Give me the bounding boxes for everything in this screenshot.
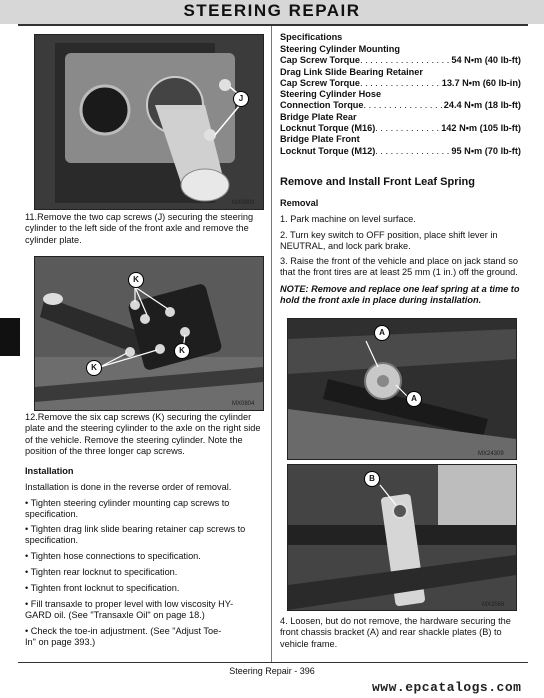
spec-4-line1: Bridge Plate Rear — [280, 111, 357, 122]
photo1-id: MX0803 — [232, 200, 255, 206]
photo2-id: MX0804 — [232, 401, 255, 407]
callout-b: B — [364, 471, 380, 487]
page-title: STEERING REPAIR — [183, 1, 361, 20]
callout-k-top: K — [128, 272, 144, 288]
spec-3: Connection Torque . . . 24.4 N•m (18 lb-ft) — [280, 100, 521, 111]
header-rule — [18, 24, 528, 26]
photo2-illustration — [35, 257, 263, 410]
column-divider — [271, 26, 272, 662]
section-tab — [0, 318, 20, 356]
footer-rule — [18, 662, 528, 663]
spec-5-line1: Bridge Plate Front — [280, 134, 360, 145]
note: NOTE: Remove and replace one leaf spring at a time to hold the front axle in place during installation. — [280, 284, 520, 306]
installation-intro: Installation is done in the reverse order of removal. — [25, 482, 232, 492]
removal-step-4: 4. Loosen, but do not remove, the hardware securing the front chassis bracket (A) and rear shackle plates (B) to vehicle frame. — [280, 616, 511, 649]
bullet-2: • Tighten drag link slide bearing retainer cap screws to specification. — [25, 524, 246, 546]
photo3-id: MX24309 — [478, 451, 504, 457]
section-title: Remove and Install Front Leaf Spring — [280, 176, 475, 188]
spec-4: Locknut Torque (M16) . . . 142 N•m (105 lb-ft) — [280, 123, 521, 134]
callout-k-left: K — [86, 360, 102, 376]
photo-front-chassis-bracket — [287, 318, 517, 460]
photo4-id: MX3568 — [482, 602, 505, 608]
specs-heading: Specifications — [280, 32, 343, 42]
photo-steering-cylinder-left — [34, 34, 264, 210]
callout-k-right: K — [174, 343, 190, 359]
removal-step-3: 3. Raise the front of the vehicle and place on jack stand so that the front tires are at least 25 mm (1 in.) off the ground. — [280, 256, 519, 278]
photo-rear-shackle-plates — [287, 464, 517, 611]
installation-heading: Installation — [25, 466, 74, 476]
step-11: 11.Remove the two cap screws (J) securing the steering cylinder to the left side of the front axle and remove the cylinder plate. — [25, 212, 254, 245]
photo3-illustration — [288, 319, 516, 459]
removal-step-2: 2. Turn key switch to OFF position, place shift lever in NEUTRAL, and lock park brake. — [280, 230, 498, 252]
removal-step-1: 1. Park machine on level surface. — [280, 214, 416, 224]
removal-heading: Removal — [280, 198, 319, 208]
watermark: www.epcatalogs.com — [372, 680, 522, 695]
bullet-4: • Tighten rear locknut to specification. — [25, 567, 178, 577]
spec-2-line1: Drag Link Slide Bearing Retainer — [280, 66, 423, 77]
bullet-7: • Check the toe-in adjustment. (See "Adjust Toe-In" on page 393.) — [25, 626, 222, 648]
specs-table — [280, 44, 521, 157]
spec-2: Cap Screw Torque . . . 13.7 N•m (60 lb-in) — [280, 78, 521, 89]
spec-1-line1: Steering Cylinder Mounting — [280, 44, 400, 54]
bullet-5: • Tighten front locknut to specification. — [25, 583, 180, 593]
bullet-6: • Fill transaxle to proper level with low viscosity HY-GARD oil. (See "Transaxle Oil" on page 18.) — [25, 599, 234, 621]
step-12: 12.Remove the six cap screws (K) securing the cylinder plate and the steering cylinder to the axle on the right side of the vehicle. Remove the steering cylinder. Note the position of the three longer cap screws. — [25, 412, 261, 456]
photo4-illustration — [288, 465, 516, 610]
callout-a-bottom: A — [406, 391, 422, 407]
callout-a-top: A — [374, 325, 390, 341]
photo1-illustration — [35, 35, 263, 209]
bullet-3: • Tighten hose connections to specification. — [25, 551, 201, 561]
callout-j: J — [233, 91, 249, 107]
page-footer: Steering Repair - 396 — [229, 666, 315, 676]
spec-5: Locknut Torque (M12) . . . 95 N•m (70 lb-ft) — [280, 146, 521, 157]
spec-3-line1: Steering Cylinder Hose — [280, 89, 382, 100]
photo-steering-cylinder-right — [34, 256, 264, 411]
spec-1: Cap Screw Torque . . . 54 N•m (40 lb-ft) — [280, 55, 521, 66]
bullet-1: • Tighten steering cylinder mounting cap screws to specification. — [25, 498, 230, 520]
